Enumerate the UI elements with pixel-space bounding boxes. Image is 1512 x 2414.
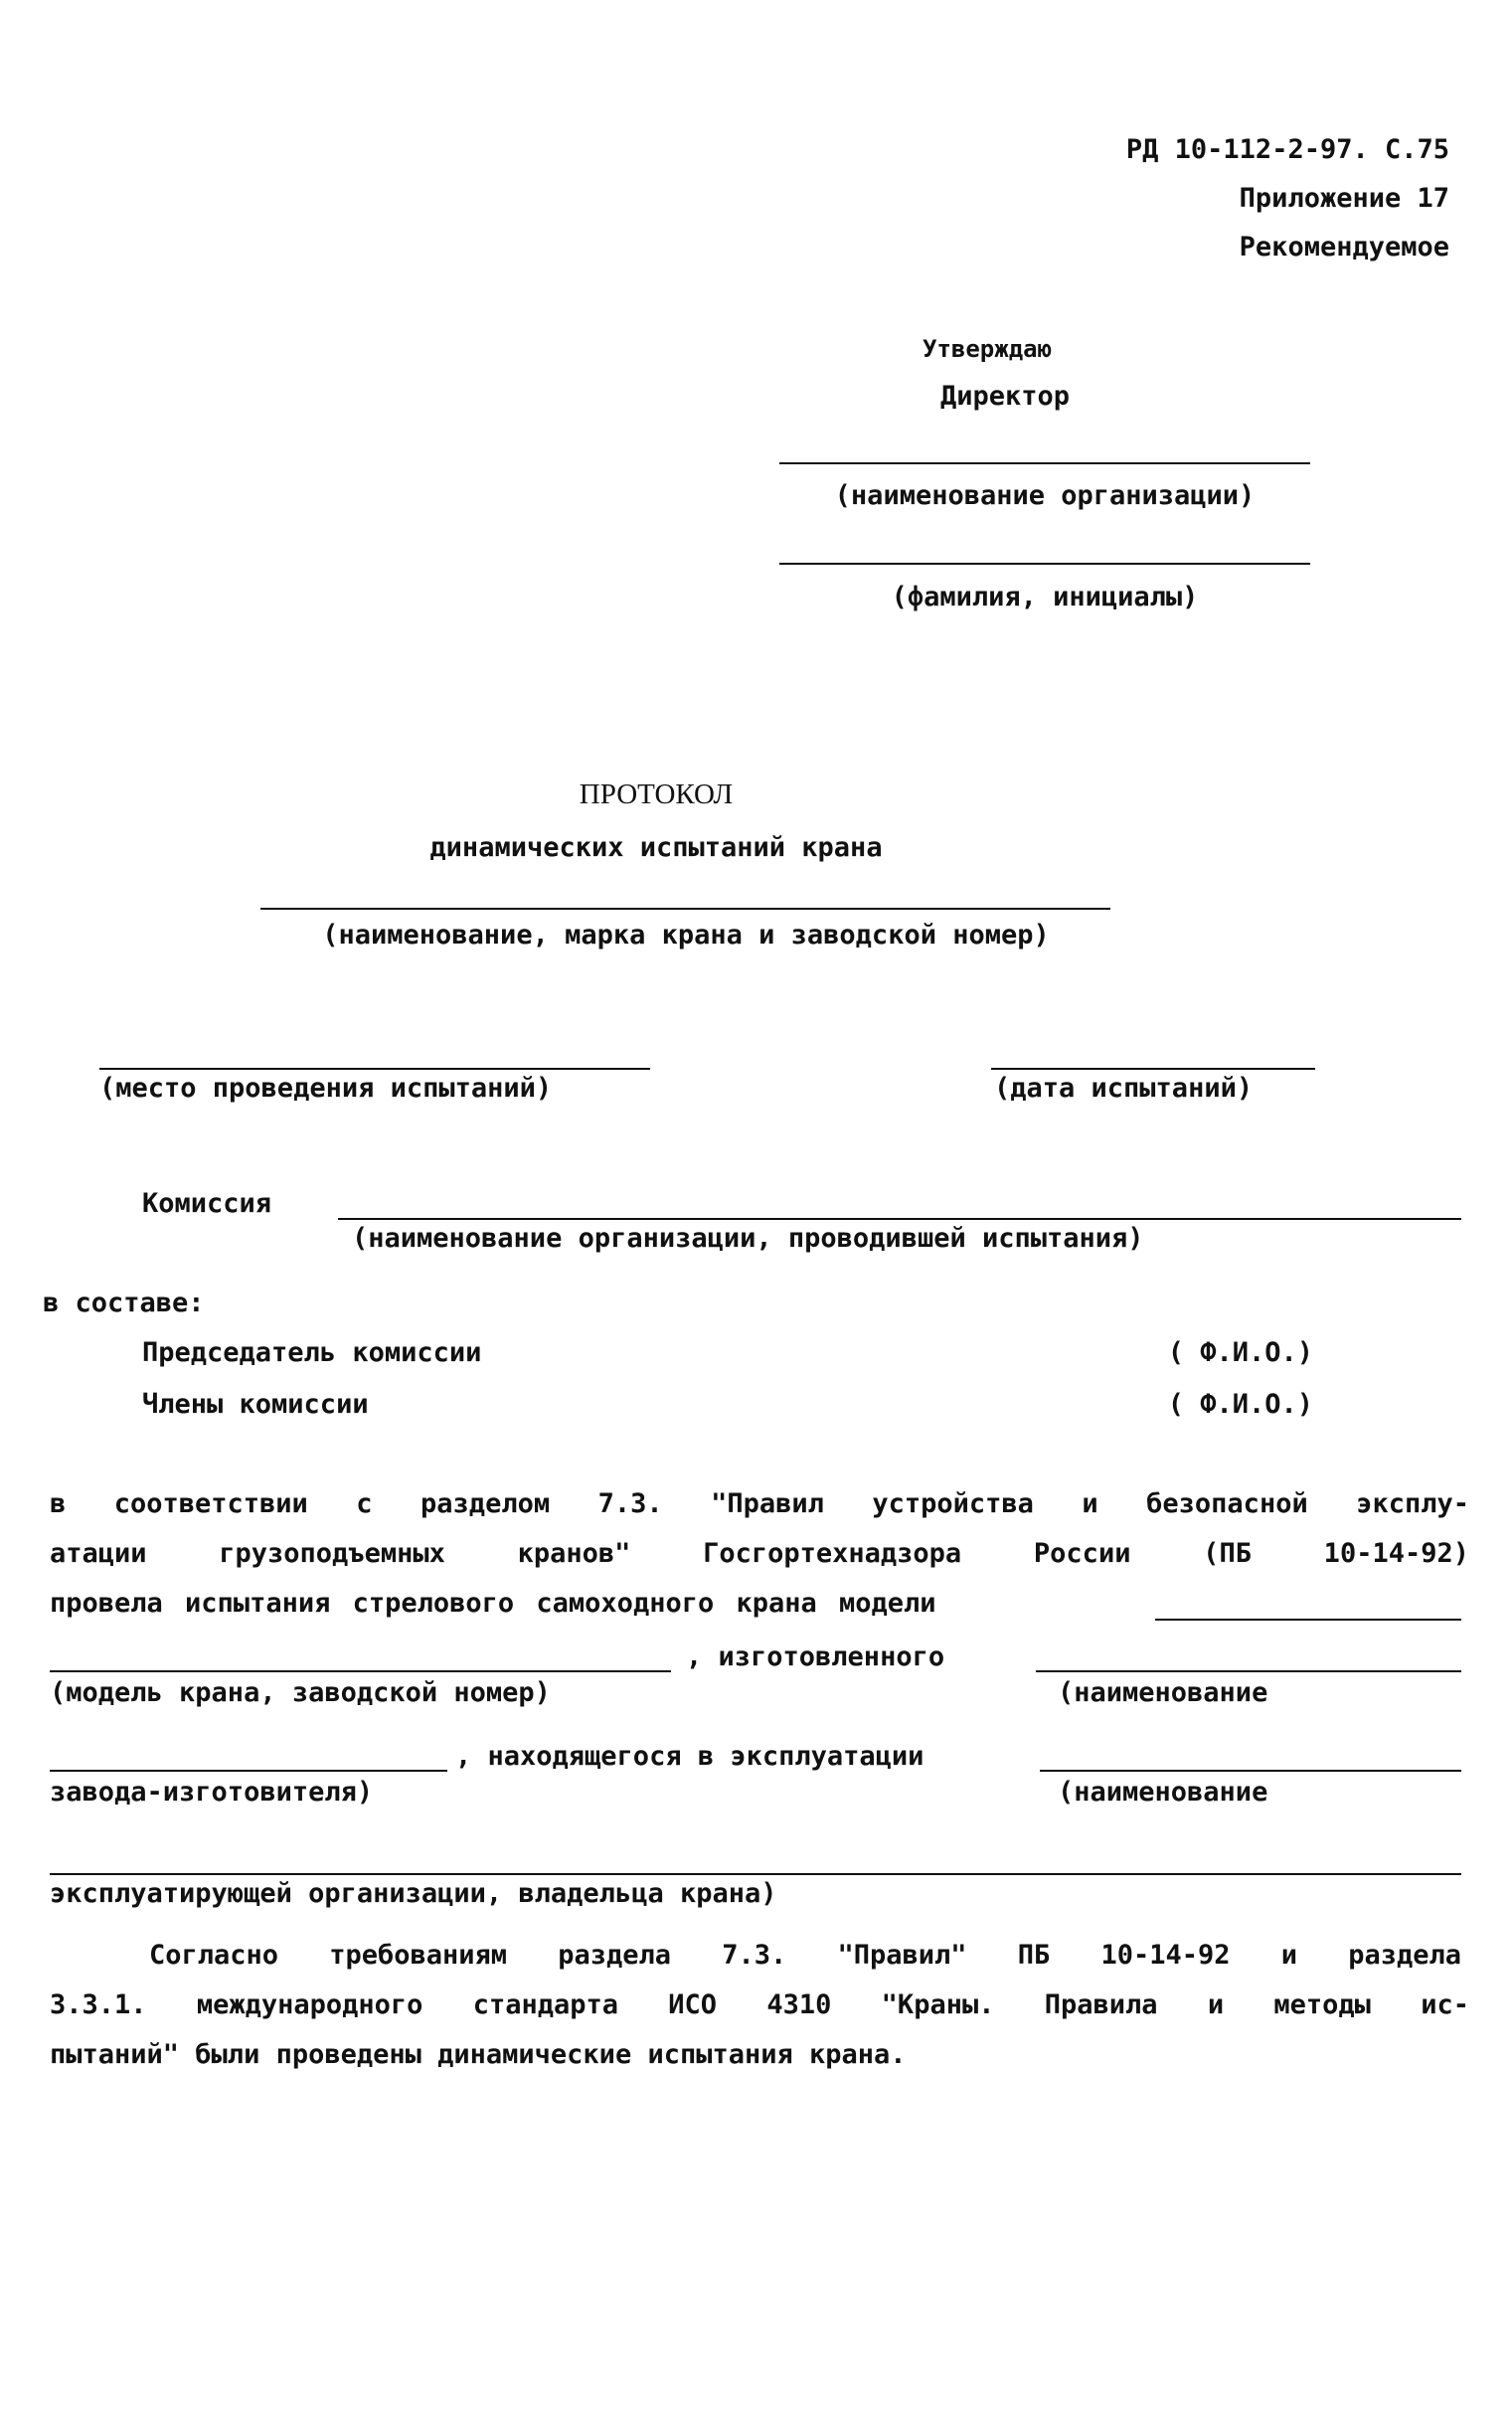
document-subtitle: динамических испытаний крана [429,832,883,863]
document-reference: РД 10-112-2-97. С.75 [1125,134,1449,165]
crane-model-line-2 [50,1670,671,1672]
crane-name-line [260,908,1110,910]
test-place-line [99,1068,650,1070]
manufacturer-caption-1: (наименование [1058,1677,1268,1708]
operator-line-2 [50,1873,1461,1875]
commission-org-caption: (наименование организации, проводившей испытания) [352,1223,1144,1254]
factory-caption: завода-изготовителя) [50,1777,374,1808]
closing-line-1: Согласно требованиям раздела 7.3. "Правил" ПБ 10-14-92 и раздела [149,1940,1461,1971]
approval-label: Утверждаю [923,335,1053,363]
in-operation-text: , находящегося в эксплуатации [455,1741,924,1772]
body-line-1: в соответствии с разделом 7.3. "Правил устройства и безопасной эксплу- [50,1488,1469,1519]
director-position: Директор [940,381,1071,412]
test-place-caption: (место проведения испытаний) [99,1073,553,1104]
org-name-line [779,462,1310,464]
org-name-caption: (наименование организации) [834,480,1256,511]
body-line-3: провела испытания стрелового самоходного крана модели [50,1588,936,1619]
director-name-line [779,563,1310,565]
document-title: ПРОТОКОЛ [579,778,734,810]
operator-caption-1: (наименование [1058,1777,1268,1808]
composition-label: в составе: [43,1288,205,1318]
commission-org-line [338,1218,1461,1220]
manufacturer-line-1 [1036,1670,1461,1672]
model-caption: (модель крана, заводской номер) [50,1677,551,1708]
commission-label: Комиссия [142,1188,272,1219]
manufactured-text: , изготовленного [686,1641,945,1672]
operator-line-1 [1040,1770,1461,1772]
appendix-number: Приложение 17 [1239,183,1449,214]
closing-line-2: 3.3.1. международного стандарта ИСО 4310 "Краны. Правила и методы ис- [50,1989,1469,2020]
chairman-fio: ( Ф.И.О.) [1167,1337,1313,1368]
chairman-label: Председатель комиссии [142,1337,482,1368]
appendix-status: Рекомендуемое [1239,232,1449,262]
members-fio: ( Ф.И.О.) [1167,1389,1313,1420]
director-name-caption: (фамилия, инициалы) [891,582,1199,612]
crane-model-line-1 [1155,1619,1461,1621]
test-date-line [991,1068,1315,1070]
test-date-caption: (дата испытаний) [994,1073,1254,1104]
closing-line-3: пытаний" были проведены динамические испытания крана. [50,2039,907,2070]
manufacturer-line-2 [50,1770,447,1772]
members-label: Члены комиссии [142,1389,369,1420]
crane-name-caption: (наименование, марка крана и заводской номер) [322,920,1050,950]
owner-caption: эксплуатирующей организации, владельца крана) [50,1878,777,1909]
body-line-2: атации грузоподъемных кранов" Госгортехнадзора России (ПБ 10-14-92) [50,1538,1469,1569]
